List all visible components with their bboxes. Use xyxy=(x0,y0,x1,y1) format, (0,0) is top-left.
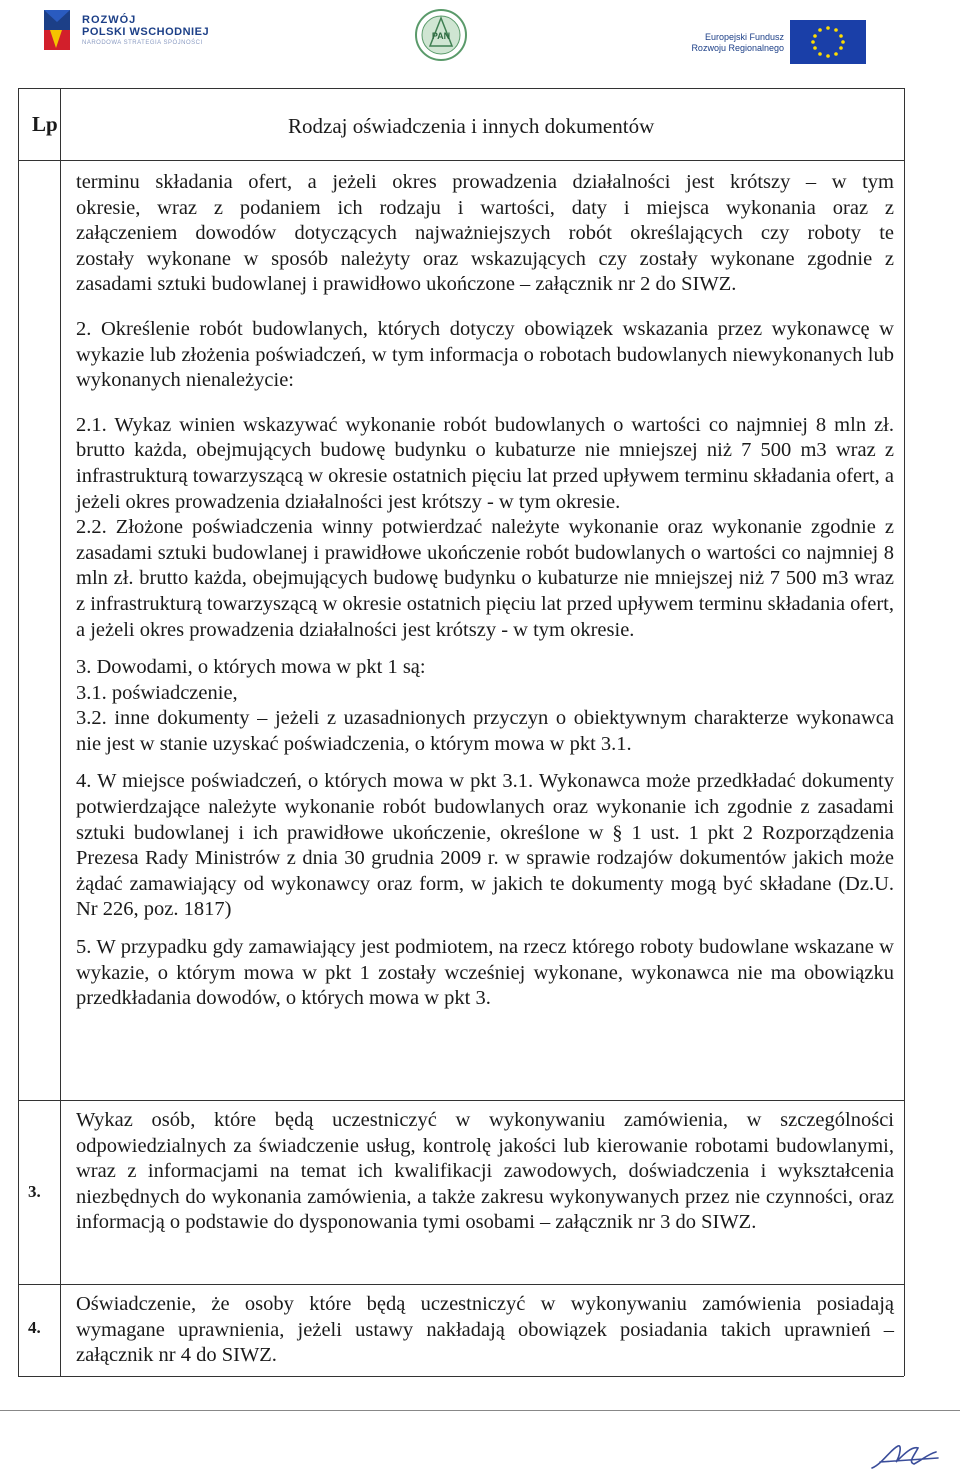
pan-logo-text: PAN xyxy=(431,31,451,41)
page-header xyxy=(0,0,960,80)
footer-divider xyxy=(0,1410,960,1411)
paragraph-2: 2. Określenie robót budowlanych, których dotyczy obowiązek wskazania przez wykonawcę w wykazie lub złożenia poświadczeń, w tym informacja o robotach budowlanych niewykonanych lub wykonanych nienależycie: xyxy=(76,317,894,392)
text-line: zasadami sztuki budowlanej i prawidłowo ukończone – załącznik nr 2 do SIWZ. xyxy=(76,273,737,296)
paragraph-5: 5. W przypadku gdy zamawiający jest podmiotem, na rzecz którego roboty budowlane wskazane w wykazie, o którym mowa w pkt 1 zostały wcześniej wykonane, wykonawca nie ma obowiązku przedkładania dowodów, o których mowa w pkt 3. xyxy=(76,936,894,1010)
paragraph-2-2: 2.2. Złożone poświadczenia winny potwierdzać należyte wykonanie oraz wykonanie zgodnie z zasadami sztuki budowlanej i prawidłowe ukończenie robót budowlanych o wartości co najmniej 8 mln zł. brutto każda, obejmujących budowę budynku o kubaturze nie mniejszej niż 7 500 m3 wraz z infrastrukturą towarzyszącą w okresie ostatnich pięciu lat przed upływem terminu składania ofert, a jeżeli okres prowadzenia działalności jest krótszy - w tym okresie. xyxy=(76,516,894,641)
pan-emblem-logo xyxy=(414,8,468,62)
row-4-text: Oświadczenie, że osoby które będą uczestniczyć w wykonywaniu zamówienia posiadają wymagane uprawnienia, jeżeli ustawy nakładają obowiązek posiadania takich uprawnień – załącznik nr 4 do SIWZ. xyxy=(76,1293,894,1367)
text-line: okresie, wraz z podaniem ich rodzaju i wartości, daty i miejsca wykonania oraz z xyxy=(76,196,894,219)
paragraph-2-1: 2.1. Wykaz winien wskazywać wykonanie robót budowlanych o wartości co najmniej 8 mln zł. brutto każda, obejmujących budowę budynku o kubaturze nie mniejszej niż 7 500 m3 wraz z infrastrukturą towarzyszącą w okresie ostatnich pięciu lat przed upływem terminu składania ofert, a jeżeli okres prowadzenia działalności jest krótszy - w tym okresie. xyxy=(76,413,894,513)
row-number-4: 4. xyxy=(28,1318,41,1337)
text-line: zostały wykonane w sposób należyty oraz wskazujących czy zostały wykonane zgodnie z xyxy=(76,247,894,270)
rozwoj-polski-wschodniej-logo xyxy=(40,8,240,58)
logo-left-line3: NARODOWA STRATEGIA SPÓJNOŚCI xyxy=(82,40,203,46)
column-header-document-type: Rodzaj oświadczenia i innych dokumentów xyxy=(288,114,655,138)
poland-flag-icon xyxy=(40,8,74,54)
column-header-lp: Lp xyxy=(32,112,58,136)
row-number-3: 3. xyxy=(28,1182,41,1201)
logo-left-line2: POLSKI WSCHODNIEJ xyxy=(82,26,210,38)
row-3-text: Wykaz osób, które będą uczestniczyć w wykonywaniu zamówienia, w szczególności odpowiedzialnych za świadczenie usług, kontrolę jakości lub kierowanie robotami budowlanymi, wraz z informacjami na temat ich kwalifikacji zawodowych, doświadczenia i wykształcenia niezbędnych do wykonania zamówienia, a także zakresu wykonywanych przez nie czynności, oraz informacją o podstawie do dysponowania tymi osobami – załącznik nr 3 do SIWZ. xyxy=(76,1109,894,1234)
logo-right-line2: Rozwoju Regionalnego xyxy=(691,43,784,53)
efrr-logo-text xyxy=(691,32,784,54)
table-row-continuation xyxy=(76,170,894,1012)
documents-table xyxy=(18,88,904,1376)
text-line: załączeniem dowodów dotyczących najważniejszych robót określających czy roboty te xyxy=(76,222,894,245)
paragraph-3: 3. Dowodami, o których mowa w pkt 1 są: xyxy=(76,656,426,679)
logo-right-line1: Europejski Fundusz xyxy=(704,32,784,42)
handwritten-initials-signature xyxy=(868,1440,944,1472)
paragraph-3-1: 3.1. poświadczenie, xyxy=(76,681,238,704)
table-row-3 xyxy=(76,1108,894,1236)
table-row-4 xyxy=(76,1292,894,1369)
paragraph-3-2: 3.2. inne dokumenty – jeżeli z uzasadnionych przyczyn o obiektywnym charakterze wykonawca nie jest w stanie uzyskać poświadczenia, o którym mowa w pkt 3.1. xyxy=(76,707,894,755)
text-line: terminu składania ofert, a jeżeli okres prowadzenia działalności jest krótszy – w tym xyxy=(76,171,894,193)
paragraph-4: 4. W miejsce poświadczeń, o których mowa w pkt 3.1. Wykonawca może przedkładać dokumenty potwierdzające należyte wykonanie robót budowlanych oraz wykonanie ich zgodnie z zasadami sztuki budowlanej i ich prawidłowe ukończenie, określone w § 1 ust. 1 pkt 2 Rozporządzenia Prezesa Rady Ministrów z dnia 30 grudnia 2009 r. w sprawie rodzajów dokumentów jakich może żądać zamawiający od wykonawcy oraz form, w jakich te dokumenty mogą być składane (Dz.U. Nr 226, poz. 1817) xyxy=(76,770,894,921)
logo-left-line1: ROZWÓJ xyxy=(82,14,137,26)
eu-flag-icon xyxy=(790,20,866,64)
